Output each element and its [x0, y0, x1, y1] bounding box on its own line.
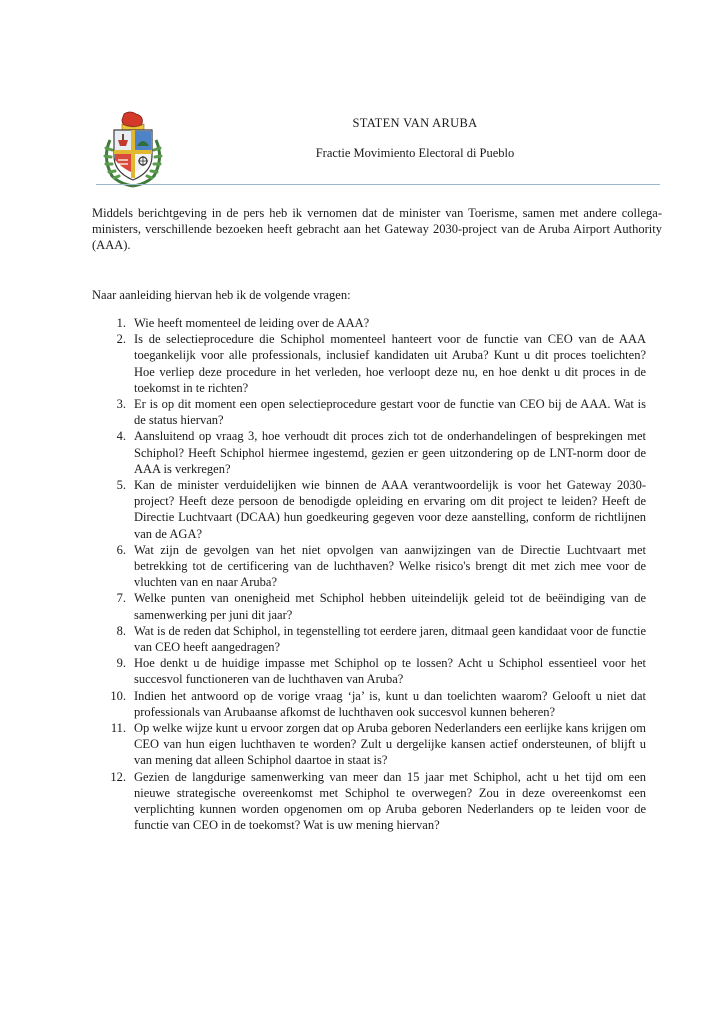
question-number: 2. [116, 332, 126, 347]
header-divider [96, 184, 660, 185]
question-number: 11. [110, 721, 126, 736]
question-number: 10. [110, 688, 126, 703]
question-text: Wat zijn de gevolgen van het niet opvolgen van aanwijzingen van de Directie Luchtvaart met betrekking tot de certificering van de luchthaven? Welke risico's brengt dit met zich mee voor de vluchten van en naar Aruba? [134, 542, 646, 590]
question-text: Hoe denkt u de huidige impasse met Schiphol op te lossen? Acht u Schiphol essentieel voor het succesvol functioneren van de luchthaven van Aruba? [134, 656, 646, 687]
list-item [108, 720, 646, 769]
question-text: Welke punten van onenigheid met Schiphol hebben uiteindelijk geleid tot de beëindiging van de samenwerking per juni dit jaar? [134, 591, 646, 622]
intro-paragraph: Middels berichtgeving in de pers heb ik vernomen dat de minister van Toerisme, samen met andere collega-ministers, verschillende bezoeken heeft gebracht aan het Gateway 2030-project van de Aruba Airport Authority (AAA). [92, 206, 662, 252]
question-number: 9. [116, 656, 126, 671]
question-text: Wat is de reden dat Schiphol, in tegenstelling tot eerdere jaren, ditmaal geen kandidaat voor de functie van CEO heeft aangedragen? [134, 623, 646, 655]
list-item [108, 623, 646, 655]
list-item [108, 590, 646, 622]
question-text: Indien het antwoord op de vorige vraag ‘ja’ is, kunt u dan toelichten waarom? Gelooft u niet dat professionals van Arubaanse afkomst de luchthaven ook succesvol kunnen beheren? [134, 688, 646, 719]
question-number: 3. [116, 397, 126, 412]
list-item [108, 315, 646, 331]
question-number: 6. [116, 542, 126, 557]
page-title: STATEN VAN ARUBA [352, 116, 478, 130]
aruba-coat-of-arms-icon [100, 110, 166, 188]
question-number: 1. [116, 316, 126, 330]
list-item [108, 542, 646, 591]
question-text: Gezien de langdurige samenwerking van meer dan 15 jaar met Schiphol, acht u het tijd om een nieuwe strategische overeenkomst met Schiphol te overwegen? Zou in deze overeenkomst een verplichting kunnen worden opgenomen om op Aruba geboren Nederlanders op te leiden voor de functie van CEO in de toekomst? Wat is uw mening hiervan? [134, 769, 646, 833]
question-text: Kan de minister verduidelijken wie binnen de AAA verantwoordelijk is voor het Gateway 2030-project? Heeft deze persoon de benodigde opleiding en ervaring om dit project te leiden? Heeft de Directie Luchtvaart (DCAA) hun goedkeuring gegeven voor deze aanstelling, conform de richtlijnen van de AGA? [134, 478, 646, 541]
list-item [108, 688, 646, 720]
question-number: 12. [110, 769, 126, 784]
list-item [108, 769, 646, 834]
question-text: Op welke wijze kunt u ervoor zorgen dat op Aruba geboren Nederlanders een eerlijke kans krijgen om CEO van hun eigen luchthaven te worden? Zult u dergelijke kansen actief ondersteunen, of blijft u van mening dat alleen Schiphol daartoe in staat is? [134, 721, 646, 768]
list-item [108, 396, 646, 428]
lead-sentence: Naar aanleiding hiervan heb ik de volgende vragen: [92, 288, 351, 302]
question-text: Aansluitend op vraag 3, hoe verhoudt dit proces zich tot de onderhandelingen of besprekingen met Schiphol? Heeft Schiphol hiermee ingestemd, gezien er geen uitzondering op de LNT-norm door de AAA is verkregen? [134, 429, 646, 476]
question-text: Is de selectieprocedure die Schiphol momenteel hanteert voor de functie van CEO van de AAA toegankelijk voor alle professionals, inclusief kandidaten uit Aruba? Kunt u dit proces toelichten? Hoe verliep deze procedure in het verleden, hoe verloopt deze nu, en hoe denkt u dit proces in de toekomst in te richten? [134, 332, 646, 395]
list-item [108, 331, 646, 396]
question-number: 8. [116, 623, 126, 638]
question-number: 4. [116, 429, 126, 444]
question-number: 7. [116, 591, 126, 606]
page-subtitle: Fractie Movimiento Electoral di Pueblo [315, 146, 515, 160]
question-list [108, 315, 646, 834]
list-item [108, 477, 646, 542]
question-text: Wie heeft momenteel de leiding over de AAA? [134, 316, 370, 330]
list-item [108, 655, 646, 687]
question-number: 5. [116, 478, 126, 493]
list-item [108, 428, 646, 477]
question-text: Er is op dit moment een open selectieprocedure gestart voor de functie van CEO bij de AAA. Wat is de status hiervan? [134, 397, 646, 428]
